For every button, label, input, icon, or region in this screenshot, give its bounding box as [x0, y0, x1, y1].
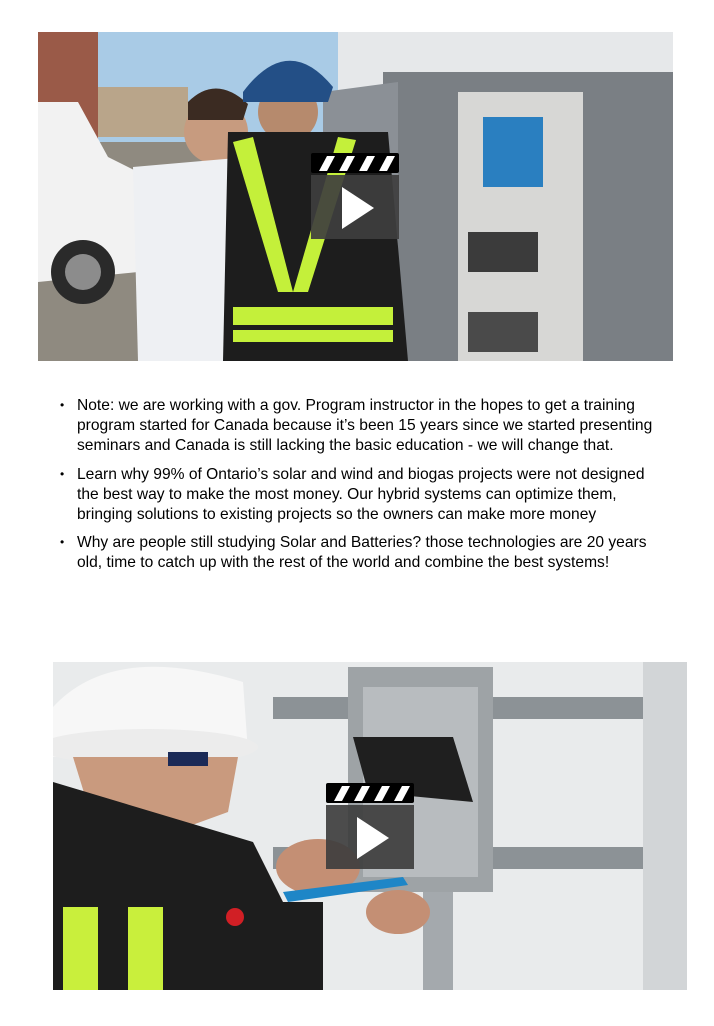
bullet-marker: •	[60, 466, 65, 481]
bullet-text: Learn why 99% of Ontario’s solar and wind and biogas projects were not designed the best way to make the most money. Our hybrid systems can optimize them, bringing solutions to existing projects so the owners can make more money	[77, 465, 645, 524]
video-thumbnail-top[interactable]	[38, 32, 673, 361]
clapperboard-play-icon[interactable]	[311, 153, 399, 239]
bullet-text: Why are people still studying Solar and Batteries? those technologies are 20 years old, time to catch up with the rest of the world and combine the best systems!	[77, 534, 647, 572]
bullet-marker: •	[60, 398, 65, 412]
bullet-list	[60, 396, 660, 582]
bullet-item-2	[60, 465, 660, 526]
bullet-text: Note: we are working with a gov. Program instructor in the hopes to get a training program started for Canada because it’s been 15 years since we started presenting seminars and Canada is still lacking the basic education - we will change that.	[77, 397, 653, 455]
bullet-item-1	[60, 396, 660, 457]
bullet-item-3	[60, 533, 660, 573]
video-thumbnail-bottom[interactable]	[53, 662, 687, 990]
bullet-marker: •	[60, 535, 65, 550]
clapperboard-play-icon[interactable]	[326, 783, 414, 869]
